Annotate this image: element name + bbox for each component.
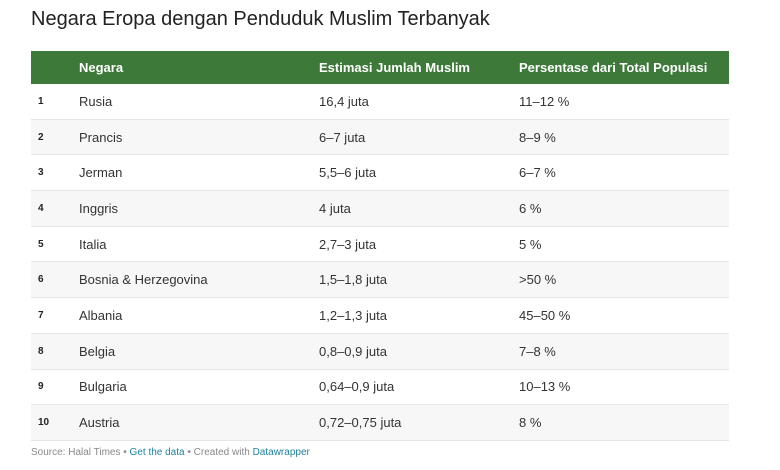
estimate-cell: 4 juta: [319, 200, 351, 216]
percent-cell: 7–8 %: [519, 343, 556, 359]
estimate-cell: 0,64–0,9 juta: [319, 379, 395, 395]
table-row: [31, 155, 729, 191]
percent-cell: 6–7 %: [519, 165, 556, 181]
estimate-cell: 2,7–3 juta: [319, 236, 377, 252]
table-body: [31, 84, 729, 441]
rank-cell: 8: [38, 345, 44, 357]
estimate-cell: 1,2–1,3 juta: [319, 307, 387, 323]
percent-cell: 10–13 %: [519, 379, 571, 395]
country-cell: Jerman: [79, 165, 123, 181]
estimate-cell: 5,5–6 juta: [319, 165, 377, 181]
rank-cell: 1: [38, 95, 44, 107]
data-table: [31, 51, 729, 441]
estimate-cell: 16,4 juta: [319, 93, 369, 109]
rank-cell: 7: [38, 309, 44, 321]
table-row: [31, 298, 729, 334]
table-row: [31, 120, 729, 156]
percent-cell: 11–12 %: [519, 93, 570, 109]
rank-cell: 2: [38, 131, 44, 143]
rank-cell: 3: [38, 167, 44, 179]
footer-separator: •: [120, 447, 130, 458]
percent-cell: 8 %: [519, 415, 542, 431]
chart-footer: [31, 447, 310, 458]
percent-cell: 45–50 %: [519, 307, 571, 323]
table-row: [31, 334, 729, 370]
country-cell: Rusia: [79, 93, 113, 109]
table-row: [31, 262, 729, 298]
table-row: [31, 370, 729, 406]
rank-cell: 4: [38, 202, 44, 214]
country-cell: Belgia: [79, 343, 116, 359]
country-cell: Inggris: [79, 200, 119, 216]
rank-cell: 5: [38, 238, 44, 250]
header-estimate[interactable]: Estimasi Jumlah Muslim: [319, 60, 470, 75]
estimate-cell: 0,72–0,75 juta: [319, 415, 402, 431]
estimate-cell: 1,5–1,8 juta: [319, 272, 387, 288]
estimate-cell: 6–7 juta: [319, 129, 366, 145]
get-data-link[interactable]: Get the data: [129, 447, 185, 458]
rank-cell: 10: [38, 417, 50, 429]
percent-cell: >50 %: [519, 272, 557, 288]
percent-cell: 8–9 %: [519, 129, 556, 145]
percent-cell: 5 %: [519, 236, 542, 252]
country-cell: Bulgaria: [79, 379, 127, 395]
rank-cell: 9: [38, 381, 44, 393]
percent-cell: 6 %: [519, 200, 542, 216]
table-row: [31, 191, 729, 227]
chart-title: Negara Eropa dengan Penduduk Muslim Terbanyak: [31, 8, 490, 30]
header-percent[interactable]: Persentase dari Total Populasi: [519, 60, 708, 75]
table-row: [31, 84, 729, 120]
country-cell: Bosnia & Herzegovina: [79, 272, 208, 288]
table-row: [31, 405, 729, 441]
rank-cell: 6: [38, 274, 44, 286]
table-row: [31, 227, 729, 263]
source-text: Source: Halal Times: [31, 447, 121, 458]
header-country[interactable]: Negara: [79, 60, 124, 75]
table-header-row: [31, 51, 729, 84]
created-with-text: • Created with: [184, 447, 253, 458]
estimate-cell: 0,8–0,9 juta: [319, 343, 387, 359]
country-cell: Italia: [79, 236, 107, 252]
country-cell: Albania: [79, 307, 123, 323]
datawrapper-link[interactable]: Datawrapper: [252, 447, 310, 458]
country-cell: Austria: [79, 415, 120, 431]
country-cell: Prancis: [79, 129, 123, 145]
